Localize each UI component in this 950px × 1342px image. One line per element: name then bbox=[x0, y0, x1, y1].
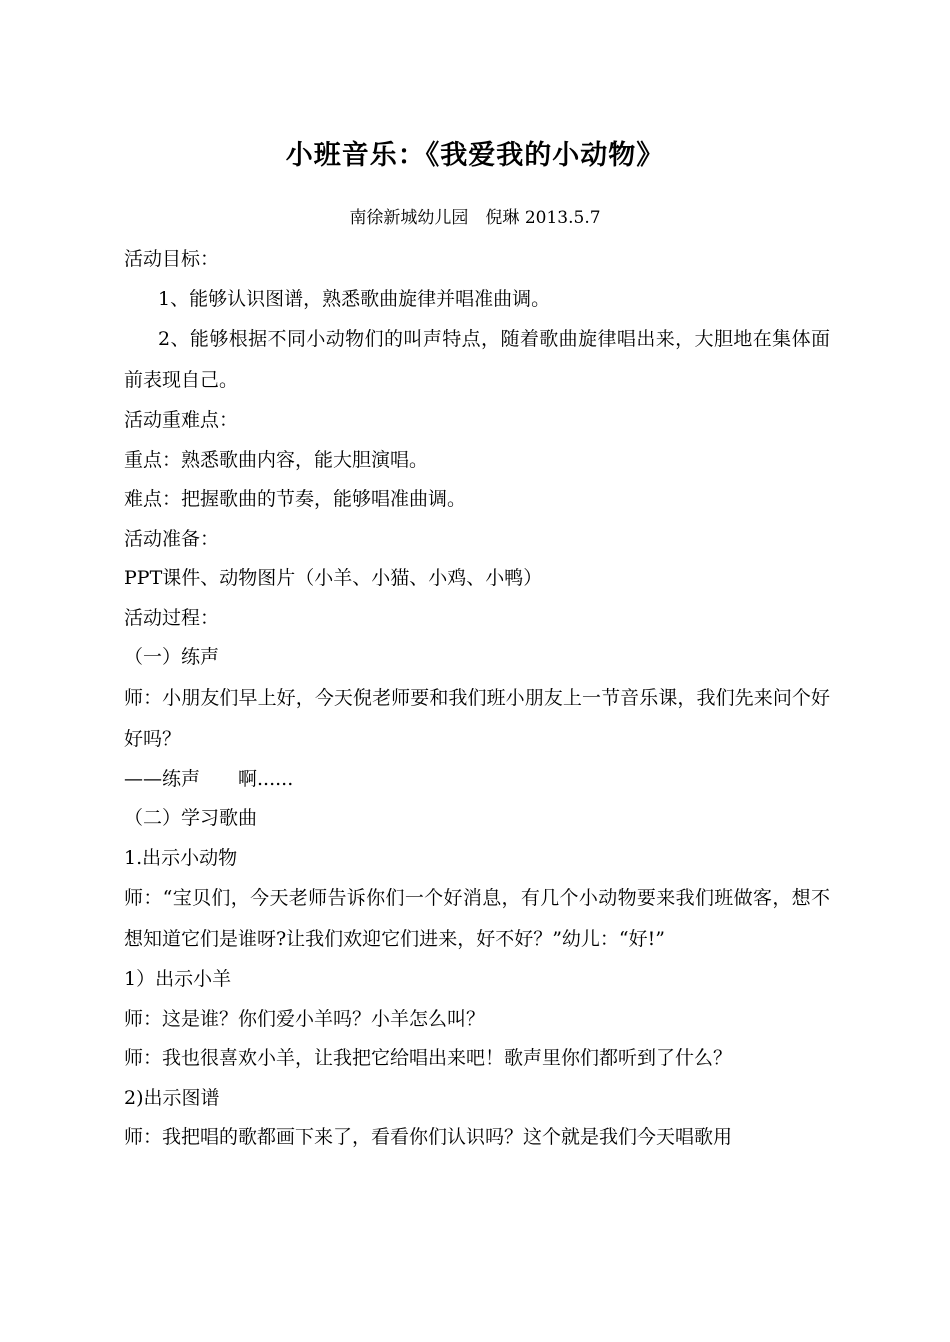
section-heading-preparation: 活动准备： bbox=[124, 527, 220, 550]
section-heading-goals: 活动目标： bbox=[124, 248, 220, 270]
goal-item-2: 2、能够根据不同小动物们的叫声特点，随着歌曲旋律唱出来，大胆地在集体面前表现自己。 bbox=[124, 328, 830, 391]
substep-show-lamb: 1）出示小羊 bbox=[124, 968, 232, 990]
process-step-learn-song: （二）学习歌曲 bbox=[124, 807, 258, 829]
document-byline: 南徐新城幼儿园 倪琳 2013.5.7 bbox=[349, 208, 601, 228]
vocal-warmup-line: ——练声 啊...... bbox=[124, 767, 294, 790]
document-title: 小班音乐：《我爱我的小动物》 bbox=[285, 140, 665, 171]
goal-item-1: 1、能够认识图谱，熟悉歌曲旋律并唱准曲调。 bbox=[158, 287, 551, 310]
document-body bbox=[124, 240, 830, 1158]
preparation-materials: PPT课件、动物图片（小羊、小猫、小鸡、小鸭） bbox=[124, 567, 543, 589]
substep-show-animals: 1.出示小动物 bbox=[124, 846, 238, 869]
section-heading-key-points: 活动重难点： bbox=[124, 409, 239, 431]
teacher-line-announcement: 师：“宝贝们，今天老师告诉你们一个好消息，有几个小动物要来我们班做客，想不想知道它们是谁呀?让我们欢迎它们进来，好不好？”幼儿：“好!” bbox=[124, 887, 830, 950]
teacher-line-lamb-question: 师：这是谁？你们爱小羊吗？小羊怎么叫？ bbox=[124, 1007, 486, 1030]
process-step-warmup: （一）练声 bbox=[124, 646, 220, 668]
substep-show-chart: 2)出示图谱 bbox=[124, 1086, 220, 1109]
teacher-line-greeting: 师：小朋友们早上好，今天倪老师要和我们班小朋友上一节音乐课，我们先来问个好好吗？ bbox=[124, 686, 830, 750]
difficult-point: 难点：把握歌曲的节奏，能够唱准曲调。 bbox=[124, 488, 467, 510]
teacher-line-lamb-song: 师：我也很喜欢小羊，让我把它给唱出来吧！歌声里你们都听到了什么？ bbox=[124, 1047, 733, 1069]
teacher-line-chart: 师：我把唱的歌都画下来了，看看你们认识吗？这个就是我们今天唱歌用 bbox=[124, 1126, 733, 1148]
key-point: 重点：熟悉歌曲内容，能大胆演唱。 bbox=[124, 448, 429, 471]
section-heading-process: 活动过程： bbox=[124, 606, 220, 629]
